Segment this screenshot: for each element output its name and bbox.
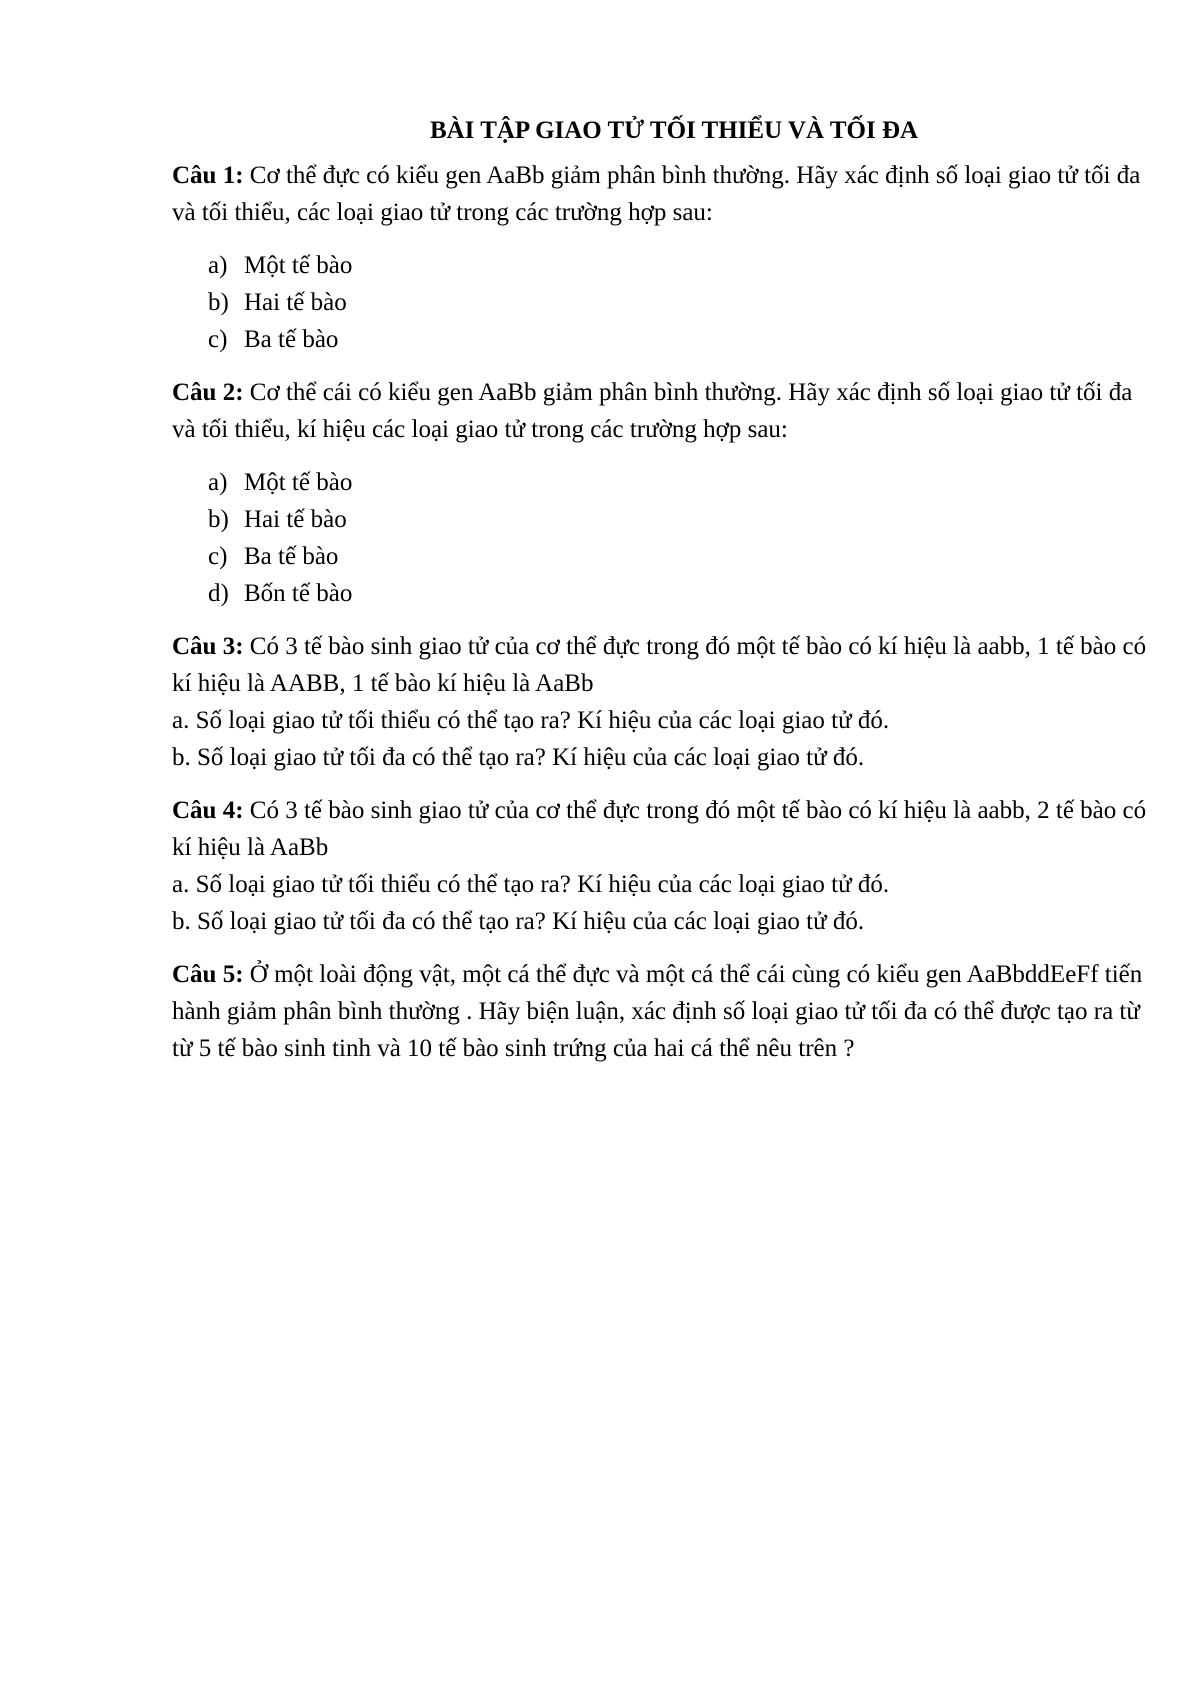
option-marker: d) (208, 580, 229, 607)
list-item (208, 575, 1162, 612)
question-3-sub-b: b. Số loại giao tử tối đa có thể tạo ra? Kí hiệu của các loại giao tử đó. (172, 744, 865, 771)
question-4-label: Câu 4: (172, 797, 244, 824)
option-text: Bốn tế bào (244, 580, 353, 607)
question-1-label: Câu 1: (172, 162, 244, 189)
question-4-sub-a: a. Số loại giao tử tối thiểu có thể tạo ra? Kí hiệu của các loại giao tử đó. (172, 871, 890, 898)
question-3-text: Có 3 tế bào sinh giao tử của cơ thể đực trong đó một tế bào có kí hiệu là aabb, 1 tế bào có kí hiệu là AABB, 1 tế bào kí hiệu là AaBb (172, 633, 1147, 697)
question-1-options (172, 247, 1162, 358)
question-5 (172, 956, 1162, 1067)
option-text: Hai tế bào (244, 506, 347, 533)
option-text: Ba tế bào (244, 543, 339, 570)
question-3 (172, 628, 1162, 702)
question-1-text: Cơ thể đực có kiểu gen AaBb giảm phân bình thường. Hãy xác định số loại giao tử tối đa và tối thiểu, các loại giao tử trong các trường hợp sau: (172, 162, 1141, 226)
option-marker: a) (208, 252, 228, 279)
option-text: Một tế bào (244, 469, 353, 496)
question-3-sub-a: a. Số loại giao tử tối thiểu có thể tạo ra? Kí hiệu của các loại giao tử đó. (172, 707, 890, 734)
list-item (208, 538, 1162, 575)
option-marker: c) (208, 326, 228, 353)
document-title: BÀI TẬP GIAO TỬ TỐI THIỂU VÀ TỐI ĐA (429, 117, 919, 144)
question-1 (172, 157, 1162, 231)
question-2-options (172, 464, 1162, 612)
option-marker: b) (208, 506, 229, 533)
option-marker: a) (208, 469, 228, 496)
document-content (172, 112, 1162, 1067)
spacer (172, 776, 1162, 792)
list-item (208, 321, 1162, 358)
option-marker: b) (208, 289, 229, 316)
question-5-text: Ở một loài động vật, một cá thể đực và một cá thể cái cùng có kiểu gen AaBbddEeFf tiến hành giảm phân bình thường . Hãy biện luận, xác định số loại giao tử tối đa có thể được tạo ra từ từ 5 tế bào sinh tinh và 10 tế bào sinh trứng của hai cá thể nêu trên ? (172, 961, 1143, 1062)
question-4 (172, 792, 1162, 866)
spacer (172, 940, 1162, 956)
question-3-label: Câu 3: (172, 633, 244, 660)
question-2 (172, 374, 1162, 448)
list-item (208, 501, 1162, 538)
question-2-text: Cơ thể cái có kiểu gen AaBb giảm phân bình thường. Hãy xác định số loại giao tử tối đa và tối thiểu, kí hiệu các loại giao tử trong các trường hợp sau: (172, 379, 1133, 443)
question-5-label: Câu 5: (172, 961, 244, 988)
question-2-label: Câu 2: (172, 379, 244, 406)
question-4-sub-b: b. Số loại giao tử tối đa có thể tạo ra? Kí hiệu của các loại giao tử đó. (172, 908, 865, 935)
list-item (208, 247, 1162, 284)
option-text: Ba tế bào (244, 326, 339, 353)
option-text: Hai tế bào (244, 289, 347, 316)
list-item (208, 464, 1162, 501)
question-4-text: Có 3 tế bào sinh giao tử của cơ thể đực trong đó một tế bào có kí hiệu là aabb, 2 tế bào có kí hiệu là AaBb (172, 797, 1147, 861)
option-marker: c) (208, 543, 228, 570)
option-text: Một tế bào (244, 252, 353, 279)
list-item (208, 284, 1162, 321)
